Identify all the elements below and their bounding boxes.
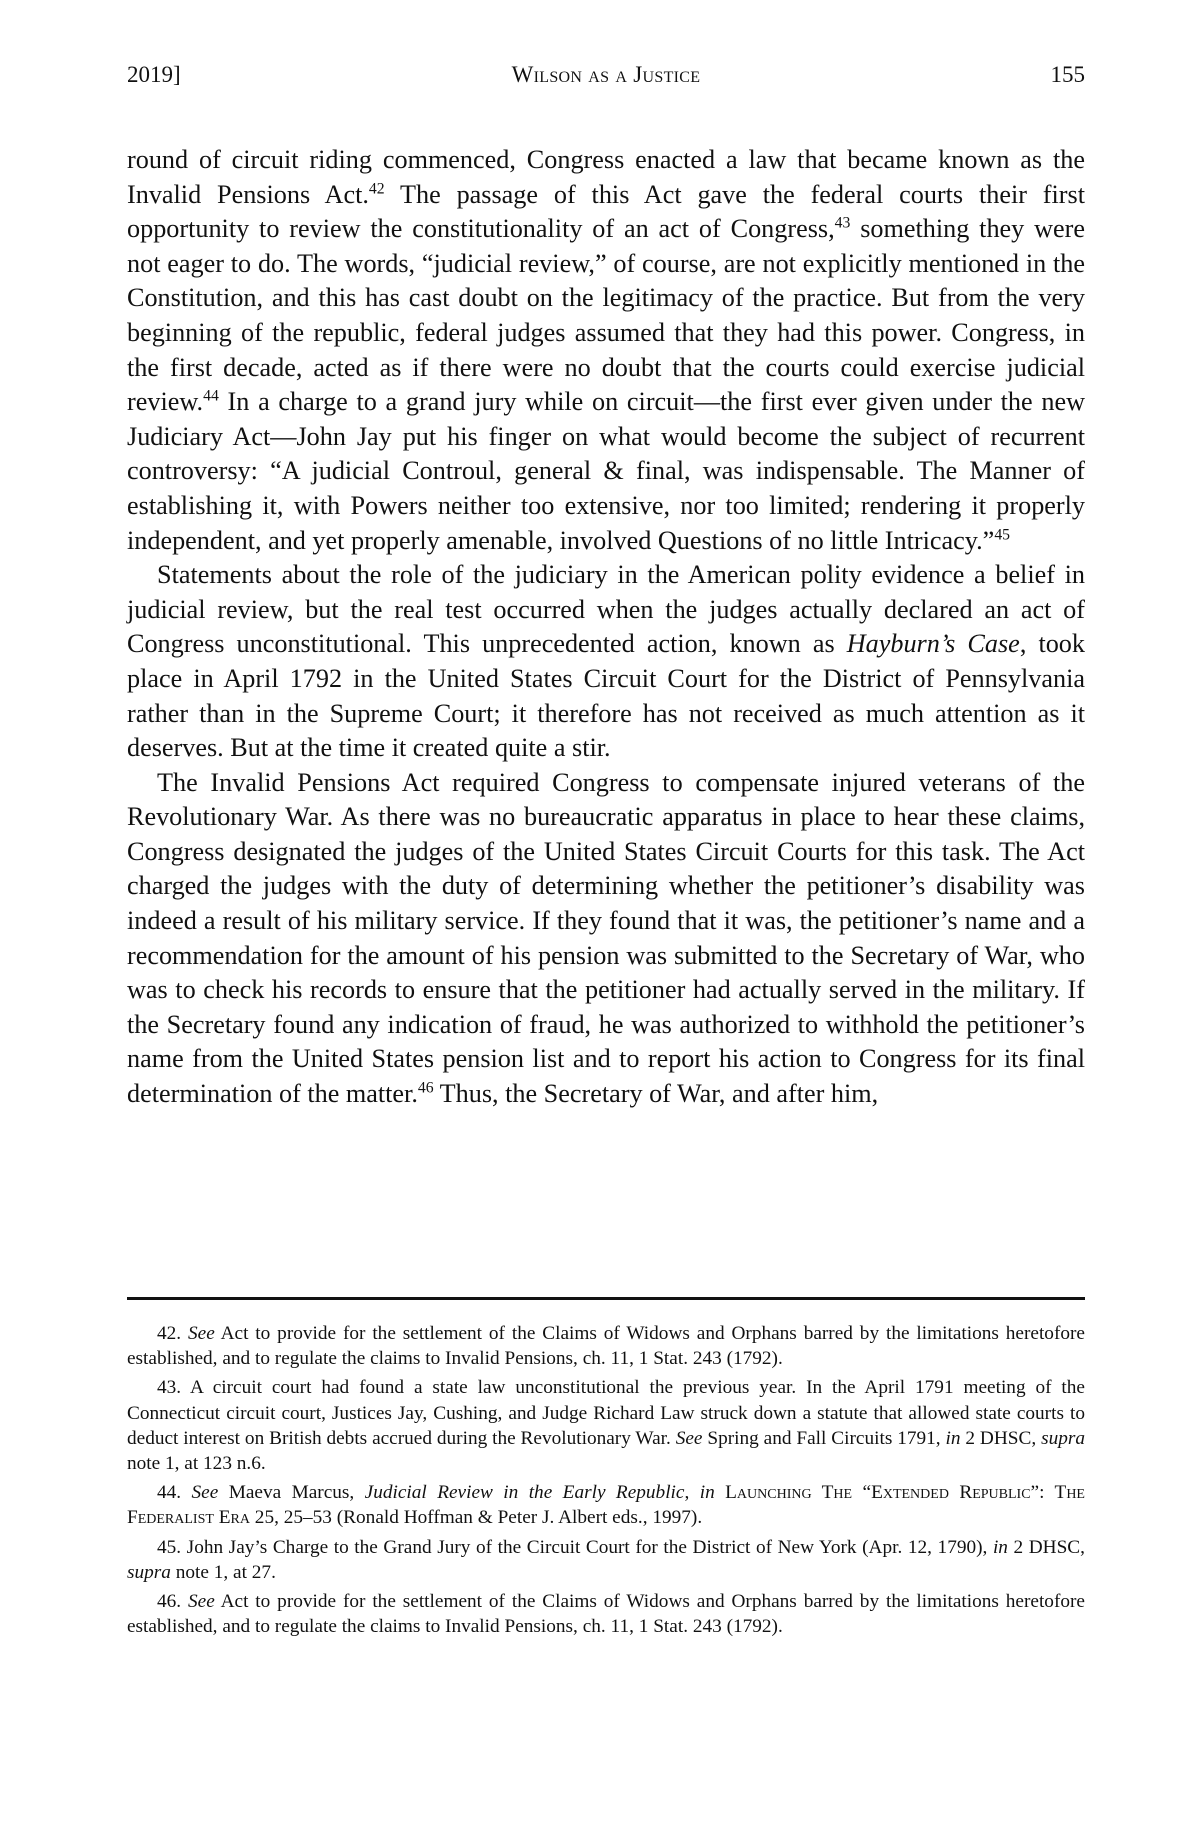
footnote-text: Act to provide for the settlement of the Claims of Widows and Orphans barred by the limitations heretofore established, and to regulate the claims to Invalid Pensions, ch. 11, 1 Stat. 243 (1792).	[127, 1323, 1085, 1370]
footnote-ref-42[interactable]: 42	[368, 179, 385, 197]
page-number: 155	[1050, 62, 1085, 87]
header-year: 2019]	[127, 62, 181, 87]
footnote-text: Maeva Marcus,	[218, 1482, 365, 1504]
footnote-ref-43[interactable]: 43	[834, 214, 851, 232]
main-text	[127, 143, 1085, 1112]
paragraph-2-text-2: , took place in April 1792 in the United States Circuit Court for the District of Pennsylvania rather than in the Supreme Court; it therefore has not received as much attention as it deserves. But at the time it created quite a stir.	[127, 629, 1085, 763]
header-title: Wilson as a Justice	[511, 62, 701, 87]
signal-in: in	[945, 1427, 961, 1449]
footnote-text: John Jay’s Charge to the Grand Jury of the Circuit Court for the District of New York (Apr. 12, 1790),	[181, 1536, 993, 1558]
signal-in: in	[992, 1536, 1008, 1558]
footnote-text: ,	[684, 1482, 700, 1504]
signal-in: in	[699, 1482, 715, 1504]
paragraph-3	[127, 766, 1085, 1112]
footnote-text: A circuit court had found a state law unconstitutional the previous year. In the April 1791 meeting of the Connecticut circuit court, Justices Jay, Cushing, and Judge Richard Law struck down a statute that allowed state courts to deduct interest on British debts accrued during the Revolutionary War.	[127, 1377, 1085, 1449]
footnote-45	[127, 1535, 1085, 1585]
footnote-text: 2 DHSC,	[1007, 1536, 1085, 1558]
footnote-46	[127, 1589, 1085, 1639]
paragraph-1-text-3: something they were not eager to do. The words, “judicial review,” of course, are not explicitly mentioned in the Constitution, and this has cast doubt on the legitimacy of the practice. But from the very beginning of the republic, federal judges assumed that they had this power. Congress, in the first decade, acted as if there were no doubt that the courts could exercise judicial review.	[127, 214, 1085, 417]
footnote-text: Spring and Fall Circuits 1791,	[702, 1427, 946, 1449]
footnotes	[127, 1321, 1085, 1643]
signal-see: See	[675, 1427, 703, 1449]
book-title: Launching The “Extended Republic”: The Federalist Era	[127, 1482, 1085, 1529]
running-header	[127, 58, 1085, 92]
footnote-ref-44[interactable]: 44	[203, 387, 219, 405]
paragraph-1	[127, 143, 1085, 558]
footnote-number: 43.	[157, 1377, 182, 1399]
signal-supra: supra	[1041, 1427, 1085, 1449]
paragraph-1-text-2: The passage of this Act gave the federal courts their first opportunity to review the constitutionality of an act of Congress,	[127, 179, 1085, 244]
footnote-number: 45.	[157, 1536, 182, 1558]
footnote-text: note 1, at 27.	[170, 1561, 276, 1583]
signal-see: See	[188, 1591, 215, 1613]
paragraph-2-text-1: Statements about the role of the judiciary in the American polity evidence a belief in judicial review, but the real test occurred when the judges actually declared an act of Congress unconstitutional. This unprecedented action, known as	[127, 560, 1085, 659]
footnote-text: note 1, at 123 n.6.	[127, 1453, 266, 1475]
article-title: Judicial Review in the Early Republic	[364, 1482, 685, 1504]
footnote-ref-46[interactable]: 46	[417, 1079, 434, 1097]
footnote-text	[715, 1482, 725, 1503]
footnote-divider	[127, 1297, 1085, 1300]
footnote-number: 44.	[157, 1482, 182, 1504]
footnote-42	[127, 1321, 1085, 1371]
footnote-number: 42.	[157, 1323, 182, 1344]
footnote-text: 25, 25–53 (Ronald Hoffman & Peter J. Albert eds., 1997).	[249, 1507, 703, 1529]
paragraph-3-text-2: Thus, the Secretary of War, and after him,	[433, 1079, 879, 1109]
footnote-text: Act to provide for the settlement of the Claims of Widows and Orphans barred by the limitations heretofore established, and to regulate the claims to Invalid Pensions, ch. 11, 1 Stat. 243 (1792).	[127, 1591, 1085, 1638]
footnote-43	[127, 1375, 1085, 1476]
signal-see: See	[191, 1482, 219, 1504]
paragraph-1-text-1: round of circuit riding commenced, Congress enacted a law that became known as the Invalid Pensions Act.	[127, 145, 1085, 209]
footnote-number: 46.	[157, 1591, 182, 1613]
signal-see: See	[188, 1323, 215, 1344]
footnote-text: 2 DHSC,	[960, 1427, 1042, 1449]
footnote-44	[127, 1480, 1085, 1530]
paragraph-2	[127, 558, 1085, 766]
case-name: Hayburn’s Case	[846, 629, 1020, 659]
paragraph-3-text-1: The Invalid Pensions Act required Congress to compensate injured veterans of the Revolutionary War. As there was no bureaucratic apparatus in place to hear these claims, Congress designated the judges of the United States Circuit Courts for this task. The Act charged the judges with the duty of determining whether the petitioner’s disability was indeed a result of his military service. If they found that it was, the petitioner’s name and a recommendation for the amount of his pension was submitted to the Secretary of War, who was to check his records to ensure that the petitioner had actually served in the military. If the Secretary found any indication of fraud, he was authorized to withhold the petitioner’s name from the United States pension list and to report his action to Congress for its final determination of the matter.	[127, 767, 1085, 1109]
footnote-ref-45[interactable]: 45	[994, 525, 1011, 543]
paragraph-1-text-4: In a charge to a grand jury while on circuit—the first ever given under the new Judiciary Act—John Jay put his finger on what would become the subject of recurrent controversy: “A judicial Controul, general & final, was indispensable. The Manner of establishing it, with Powers neither too extensive, nor too limited; rendering it properly independent, and yet properly amenable, involved Questions of no little Intricacy.”	[127, 387, 1085, 555]
signal-supra: supra	[127, 1561, 171, 1583]
